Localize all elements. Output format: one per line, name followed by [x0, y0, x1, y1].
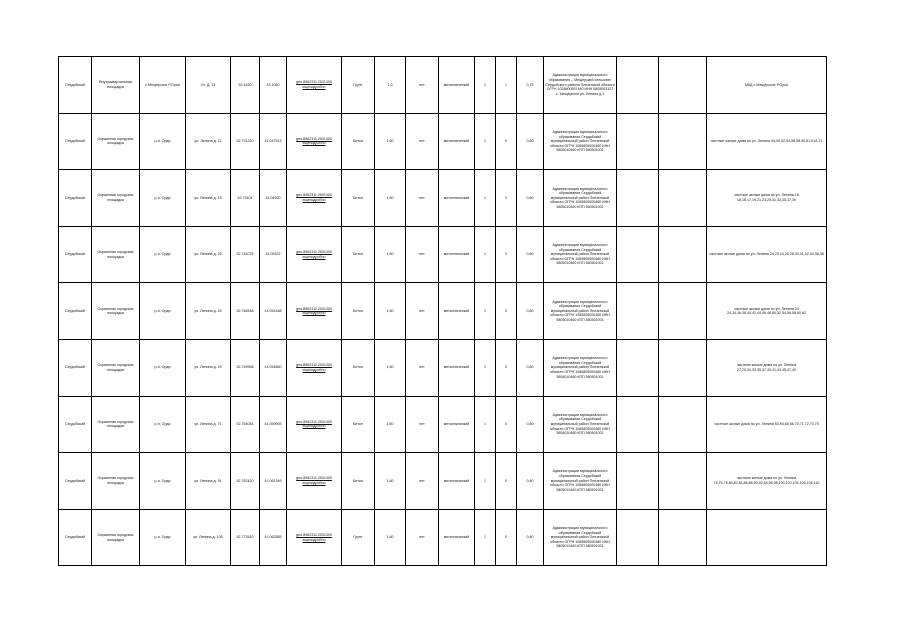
cell-latitude: 52.749958 [231, 339, 260, 396]
cell-area: 1,60 [375, 396, 406, 453]
cell-district: Сердобский [59, 113, 92, 170]
cell-material: металлический [439, 339, 475, 396]
cell-count-1: 1 [475, 283, 496, 340]
cell-map-link[interactable]: geo.8962311.2531300 ещеподробно [287, 453, 342, 510]
register-table [58, 56, 827, 566]
cell-surface: Бетон [342, 170, 375, 227]
cell-empty [659, 509, 707, 566]
cell-waste-sources: частные жилые дома по ул. Ленина 16 18,16,17,19,21,23,25,31,33,35,37,39 [707, 170, 827, 227]
cell-count-2: 0 [496, 170, 517, 227]
cell-street: ул. Ленина д. 11 [186, 113, 231, 170]
cell-longitude: 41.061349 [260, 453, 287, 510]
table-row [59, 226, 827, 283]
cell-count-2: 1 [496, 57, 517, 114]
table-row [59, 453, 827, 510]
cell-material: металлический [439, 453, 475, 510]
cell-owner: Администрация муниципального образования Сердобский муниципальный район Пензенской области ОГРН 1085805000480 ИНН 5805010460 КПП 580501001 [544, 113, 617, 170]
cell-material: металлический [439, 396, 475, 453]
cell-volume: 0,80 [517, 113, 544, 170]
cell-longitude: 41.062585 [260, 509, 287, 566]
cell-volume: 0,80 [517, 453, 544, 510]
cell-material: металлический [439, 170, 475, 227]
cell-empty [617, 170, 659, 227]
cell-street: ул. Ленина д. 71 [186, 396, 231, 453]
cell-owner: Администрация муниципального образования Сердобский муниципальный район Пензенской области ОГРН 1085805000480 ИНН 5805010460 КПП 580501001 [544, 226, 617, 283]
cell-count-1: 1 [475, 113, 496, 170]
cell-area: 1,60 [375, 509, 406, 566]
cell-district: Сердобский [59, 57, 92, 114]
cell-waste-sources: частные жилые дома по ул. Ленина 24,20,24,26,28,30,31,32,34,36,38 [707, 226, 827, 283]
cell-street: ул. Ленина д. 24 [186, 283, 231, 340]
cell-district: Сердобский [59, 339, 92, 396]
cell-district: Сердобский [59, 453, 92, 510]
cell-volume: 0,80 [517, 339, 544, 396]
cell-count-1: 1 [475, 57, 496, 114]
cell-empty [617, 283, 659, 340]
cell-empty [659, 339, 707, 396]
cell-fence: нет [406, 113, 439, 170]
cell-district: Сердобский [59, 396, 92, 453]
cell-settlement: р-н. Орди [140, 170, 186, 227]
cell-area: 1,60 [375, 113, 406, 170]
cell-waste-sources: частные жилые дома по ул. Ленина 74,76,78,80,82,84,86,88,90,92,94,96 98,100,102,104,106,108,110 [707, 453, 827, 510]
cell-longitude: 41.054660 [260, 339, 287, 396]
cell-surface: Грунт [342, 57, 375, 114]
cell-count-1: 1 [475, 453, 496, 510]
cell-volume: 0,75 [517, 57, 544, 114]
cell-count-2: 0 [496, 283, 517, 340]
cell-surface: Бетон [342, 226, 375, 283]
cell-waste-sources: частные жилые дома по ул. Ленина 24 24,34,36,38,40,42,44,46,48,50,52,54,56,58 60,62 [707, 283, 827, 340]
cell-site-type: Окраинная городская площадка [92, 170, 140, 227]
cell-waste-sources: частные жилые дома по ул. Ленина 44,50,52,54,56,58,60,61,61А,71 [707, 113, 827, 170]
cell-surface: Бетон [342, 283, 375, 340]
cell-surface: Грунт [342, 509, 375, 566]
cell-empty [617, 113, 659, 170]
cell-owner: Администрация муниципального образования Сердобский муниципальный район Пензенской области ОГРН 1085805000480 ИНН 5805010460 КПП 580501001 [544, 453, 617, 510]
cell-empty [617, 339, 659, 396]
cell-surface: Бетон [342, 339, 375, 396]
cell-waste-sources: частные жилые дома по ул. Ленина 27,29,31,33,35,37,39,41,43,45,47,49 [707, 339, 827, 396]
cell-count-1: 1 [475, 170, 496, 227]
cell-latitude: 52.73404 [231, 170, 260, 227]
cell-fence: нет [406, 170, 439, 227]
cell-area: 1,60 [375, 453, 406, 510]
cell-surface: Бетон [342, 453, 375, 510]
cell-site-type: Окраинная городская площадка [92, 509, 140, 566]
cell-count-2: 0 [496, 339, 517, 396]
cell-map-link[interactable]: geo.8962311.2531300 ещеподробно [287, 57, 342, 114]
cell-longitude: 43.1050 [260, 57, 287, 114]
cell-district: Сердобский [59, 283, 92, 340]
cell-longitude: 41.04920 [260, 170, 287, 227]
cell-site-type: Окраинная городская площадка [92, 226, 140, 283]
cell-latitude: 52.4420 [231, 57, 260, 114]
table-row [59, 509, 827, 566]
cell-waste-sources: МКД с.Мещёрское Р.Орья [707, 57, 827, 114]
cell-owner: Администрация муниципального образования Сердобский муниципальный район Пензенской области ОГРН 1085805000480 ИНН 5805010460 КПП 580501001 [544, 396, 617, 453]
cell-owner: Администрация муниципального образования – Мещёрский сельсовет Сердобского района Пензенской области ОГРН 1025800557440 ИНН 5805003127 с. Мещёрское ул. Ленина д.1 [544, 57, 617, 114]
cell-latitude: 52.748348 [231, 283, 260, 340]
cell-latitude: 52.754081 [231, 396, 260, 453]
cell-site-type: Окраинная городская площадка [92, 113, 140, 170]
cell-fence: нет [406, 283, 439, 340]
cell-area: 1,60 [375, 226, 406, 283]
cell-longitude: 41.047513 [260, 113, 287, 170]
cell-map-link[interactable]: geo.8962311.2531300 ещеподробно [287, 283, 342, 340]
cell-settlement: р-н. Орди [140, 453, 186, 510]
cell-empty [617, 396, 659, 453]
cell-settlement: р-н. Орди [140, 226, 186, 283]
cell-count-2: 0 [496, 453, 517, 510]
table-row [59, 170, 827, 227]
cell-empty [617, 509, 659, 566]
cell-empty [659, 396, 707, 453]
cell-count-2: 0 [496, 226, 517, 283]
cell-map-link[interactable]: geo.8962311.2531300 ещеподробно [287, 509, 342, 566]
cell-street: Ул. Д. 13 [186, 57, 231, 114]
cell-surface: Бетон [342, 113, 375, 170]
cell-site-type: Окраинная городская площадка [92, 396, 140, 453]
cell-street: ул. Ленина д. 105 [186, 509, 231, 566]
cell-street: ул. Ленина д. 29 [186, 339, 231, 396]
cell-owner: Администрация муниципального образования Сердобский муниципальный район Пензенской области ОГРН 1085805000480 ИНН 5805010460 КПП 580501001 [544, 339, 617, 396]
cell-material: металлический [439, 57, 475, 114]
cell-waste-sources: частные жилые дома по ул. Ленина 63,64,65,66,70,71,72,73,75 [707, 396, 827, 453]
cell-count-2: 0 [496, 396, 517, 453]
cell-longitude: 41.05322 [260, 226, 287, 283]
cell-settlement: р-н. Орди [140, 113, 186, 170]
cell-settlement: р-н. Орди [140, 396, 186, 453]
cell-empty [659, 57, 707, 114]
cell-settlement: р-н. Орди [140, 283, 186, 340]
cell-map-link[interactable]: geo.8962311.2531300 ещеподробно [287, 226, 342, 283]
cell-site-type: Внутриквартальная площадка [92, 57, 140, 114]
cell-street: ул. Ленина д. 15 [186, 170, 231, 227]
cell-count-1: 1 [475, 339, 496, 396]
cell-volume: 0,80 [517, 509, 544, 566]
cell-site-type: Окраинная городская площадка [92, 283, 140, 340]
cell-material: металлический [439, 509, 475, 566]
cell-site-type: Окраинная городская площадка [92, 453, 140, 510]
cell-longitude: 41.054188 [260, 283, 287, 340]
cell-area: 1,60 [375, 170, 406, 227]
cell-volume: 0,80 [517, 170, 544, 227]
cell-empty [659, 226, 707, 283]
cell-empty [659, 170, 707, 227]
cell-volume: 0,80 [517, 396, 544, 453]
cell-fence: нет [406, 453, 439, 510]
cell-material: металлический [439, 113, 475, 170]
table-row [59, 113, 827, 170]
table-row [59, 57, 827, 114]
cell-owner: Администрация муниципального образования Сердобский муниципальный район Пензенской области ОГРН 1085805000480 ИНН 5805010460 КПП 580501001 [544, 283, 617, 340]
cell-area: 1,0 [375, 57, 406, 114]
cell-latitude: 52.731230 [231, 113, 260, 170]
cell-district: Сердобский [59, 226, 92, 283]
cell-map-link[interactable]: geo.8962311.2531300 ещеподробно [287, 113, 342, 170]
cell-fence: нет [406, 57, 439, 114]
cell-street: ул. Ленина д. 25 [186, 226, 231, 283]
cell-area: 1,60 [375, 283, 406, 340]
cell-empty [617, 453, 659, 510]
cell-area: 1,60 [375, 339, 406, 396]
cell-volume: 0,80 [517, 283, 544, 340]
cell-waste-sources [707, 509, 827, 566]
cell-settlement: с.Мещёрское Р.Орья [140, 57, 186, 114]
cell-owner: Администрация муниципального образования Сердобский муниципальный район Пензенской области ОГРН 1085805000480 ИНН 5805010460 КПП 580501001 [544, 509, 617, 566]
cell-empty [659, 283, 707, 340]
cell-map-link[interactable]: geo.8962311.2531300 ещеподробно [287, 170, 342, 227]
cell-fence: нет [406, 509, 439, 566]
cell-owner: Администрация муниципального образования Сердобский муниципальный район Пензенской области ОГРН 1085805000480 ИНН 5805010460 КПП 580501001 [544, 170, 617, 227]
cell-volume: 0,80 [517, 226, 544, 283]
cell-latitude: 52.762420 [231, 453, 260, 510]
cell-district: Сердобский [59, 170, 92, 227]
cell-site-type: Окраинная городская площадка [92, 339, 140, 396]
cell-longitude: 41.059905 [260, 396, 287, 453]
cell-empty [617, 57, 659, 114]
cell-latitude: 52.744075 [231, 226, 260, 283]
cell-map-link[interactable]: geo.8962311.2531300 ещеподробно [287, 339, 342, 396]
cell-count-1: 1 [475, 396, 496, 453]
cell-settlement: р-н. Орди [140, 339, 186, 396]
cell-street: ул. Ленина д. 91 [186, 453, 231, 510]
cell-fence: нет [406, 396, 439, 453]
cell-latitude: 52.773510 [231, 509, 260, 566]
table-row [59, 339, 827, 396]
cell-count-2: 0 [496, 509, 517, 566]
cell-material: металлический [439, 226, 475, 283]
cell-count-2: 0 [496, 113, 517, 170]
cell-fence: нет [406, 226, 439, 283]
cell-empty [659, 113, 707, 170]
cell-district: Сердобский [59, 509, 92, 566]
register-table-body [59, 57, 827, 566]
cell-empty [659, 453, 707, 510]
table-row [59, 283, 827, 340]
cell-count-1: 1 [475, 226, 496, 283]
table-row [59, 396, 827, 453]
cell-surface: Бетон [342, 396, 375, 453]
cell-count-1: 1 [475, 509, 496, 566]
cell-fence: нет [406, 339, 439, 396]
cell-map-link[interactable]: geo.8962311.2531300 ещеподробно [287, 396, 342, 453]
cell-empty [617, 226, 659, 283]
cell-material: металлический [439, 283, 475, 340]
cell-settlement: р-н. Орди [140, 509, 186, 566]
